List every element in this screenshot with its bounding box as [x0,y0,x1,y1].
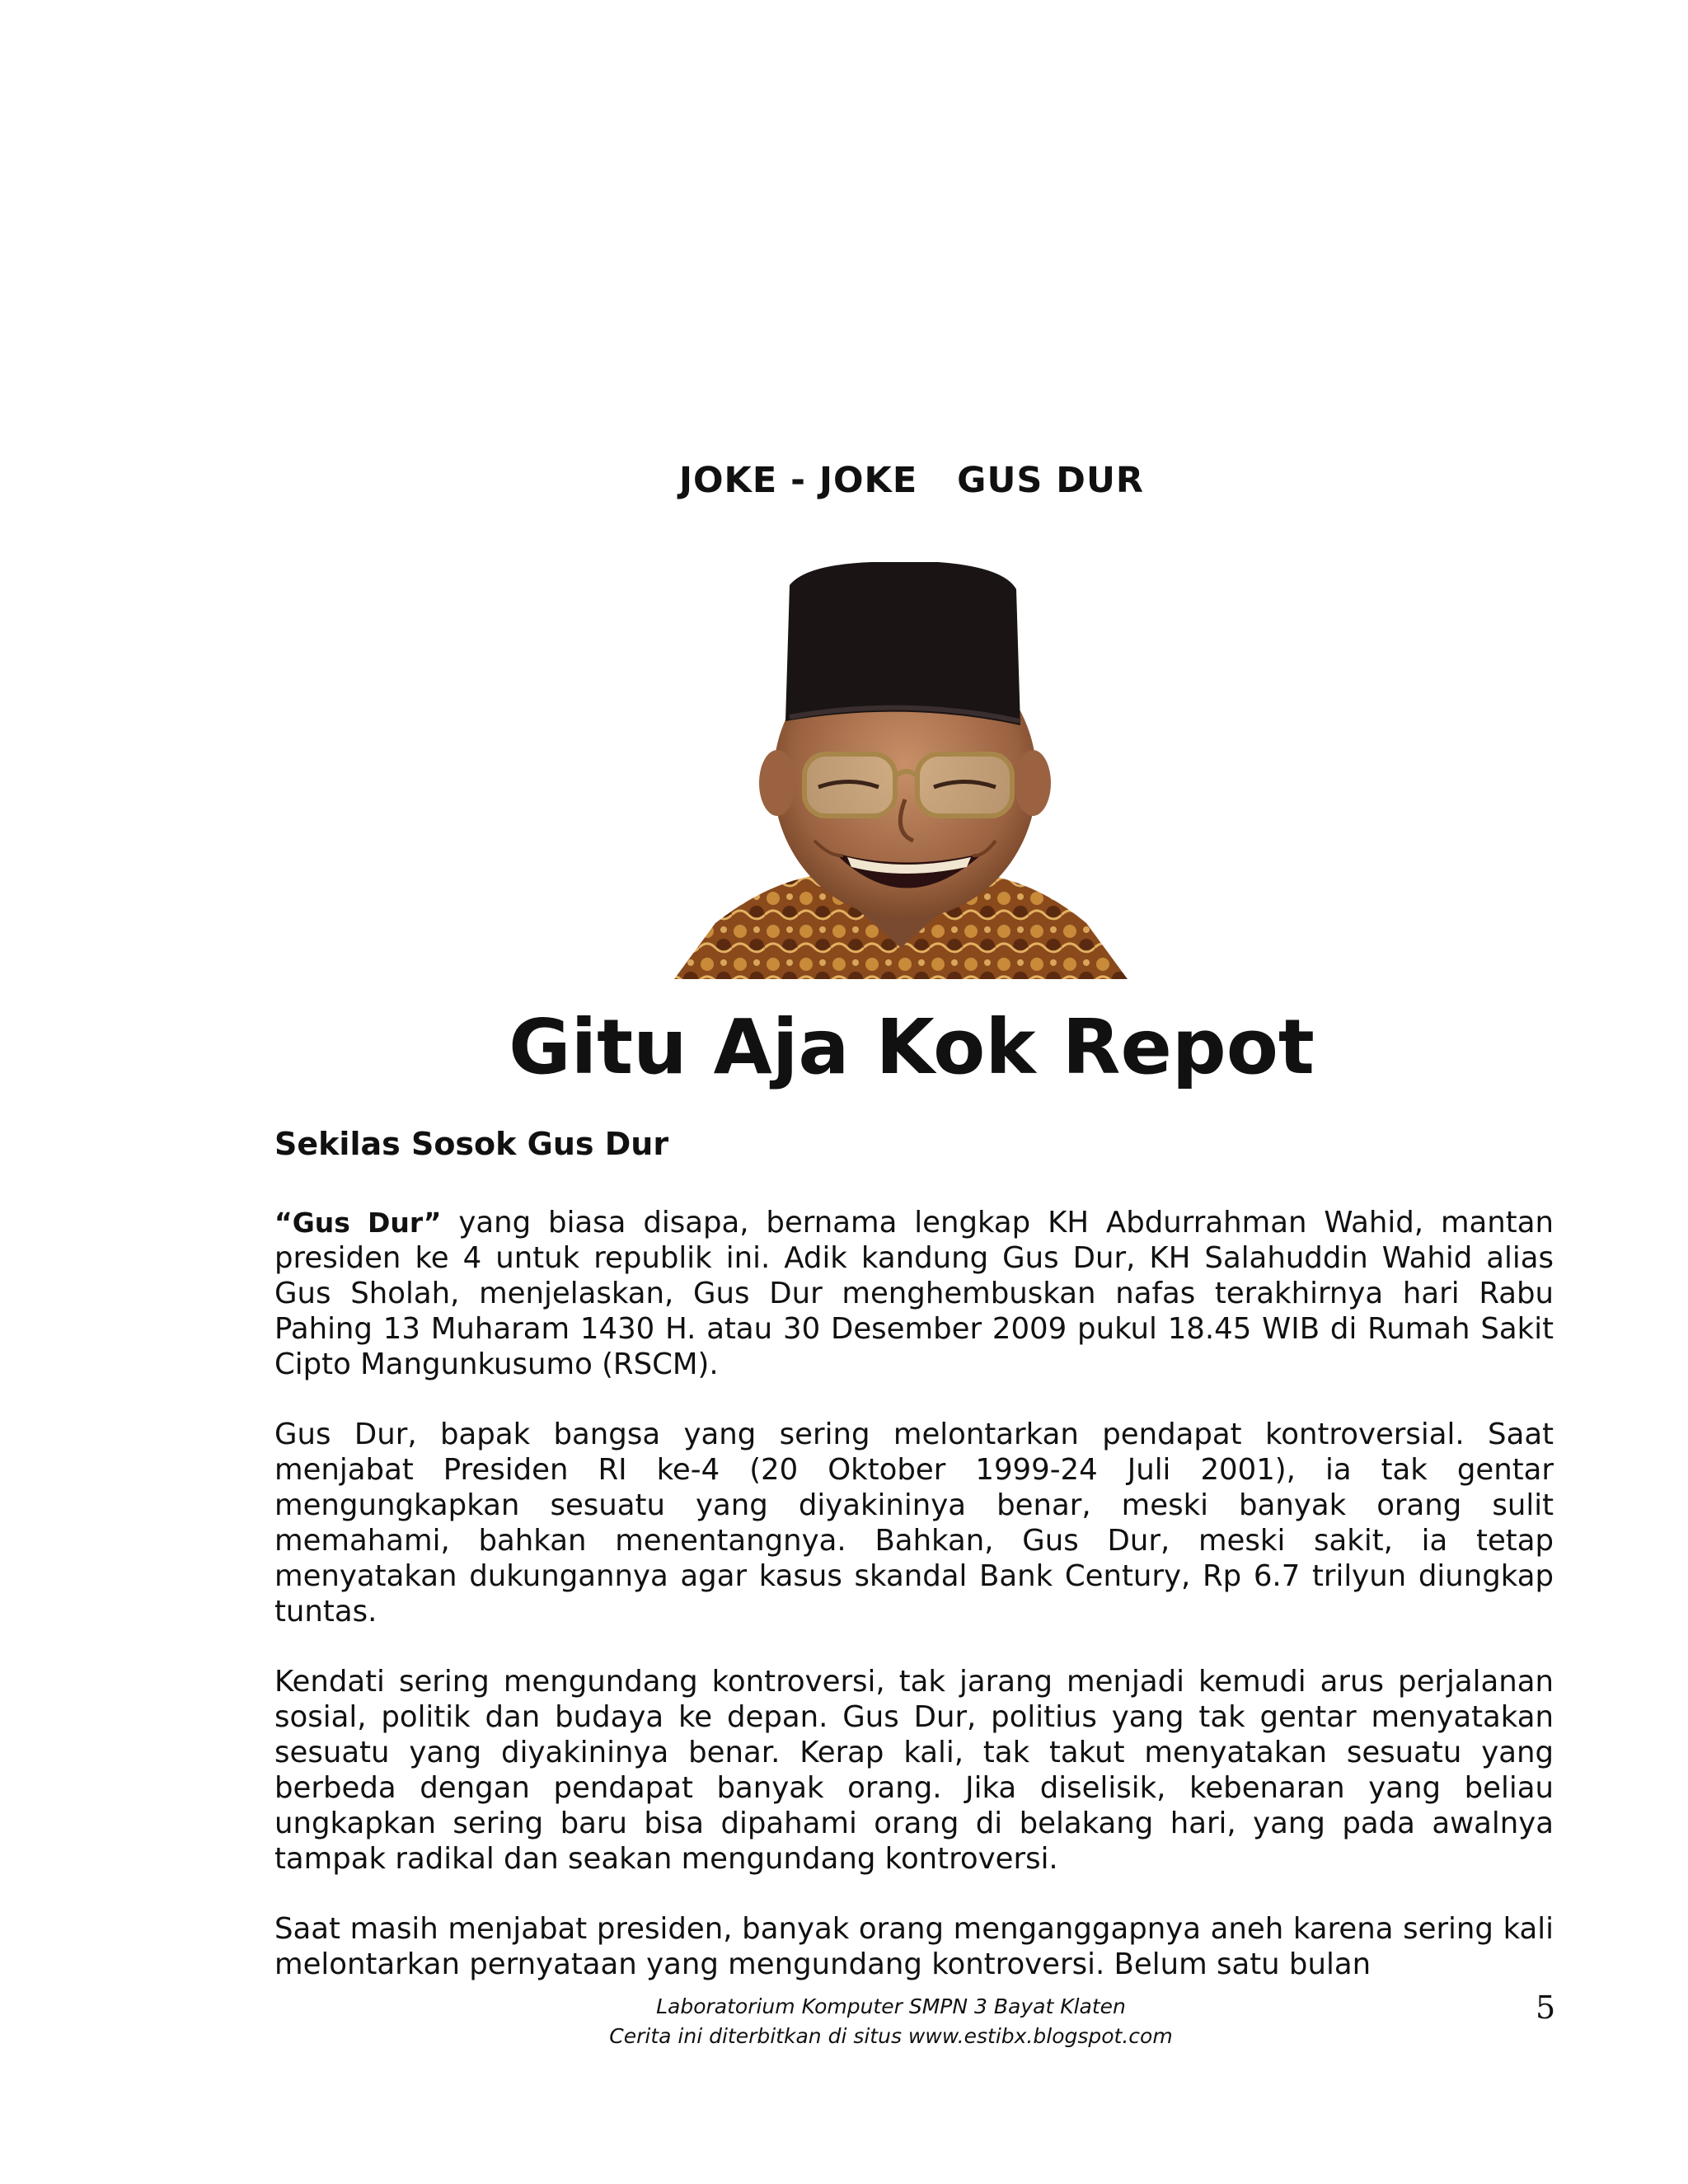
paragraph-2: Gus Dur, bapak bangsa yang sering melontarkan pendapat kontroversial. Saat menjabat Presiden RI ke-4 (20 Oktober 1999-24 Juli 2001), ia tak gentar mengungkapkan sesuatu yang diyakininya benar, meski banyak orang sulit memahami, bahkan menentangnya. Bahkan, Gus Dur, meski sakit, ia tetap menyatakan dukungannya agar kasus skandal Bank Century, Rp 6.7 trilyun diungkap tuntas. [274,1418,1554,1629]
paragraph-1-text: yang biasa disapa, bernama lengkap KH Abdurrahman Wahid, mantan presiden ke 4 untuk republik ini. Adik kandung Gus Dur, KH Salahuddin Wahid alias Gus Sholah, menjelaskan, Gus Dur menghembuskan nafas terakhirnya hari Rabu Pahing 13 Muharam 1430 H. atau 30 Desember 2009 pukul 18.45 WIB di Rumah Sakit Cipto Mangunkusumo (RSCM). [274,1206,1554,1381]
paragraph-3: Kendati sering mengundang kontroversi, tak jarang menjadi kemudi arus perjalanan sosial, politik dan budaya ke depan. Gus Dur, politius yang tak gentar menyatakan sesuatu yang diyakininya benar. Kerap kali, tak takut menyatakan sesuatu yang berbeda dengan pendapat banyak orang. Jika diselisik, kebenaran yang beliau ungkapkan sering baru bisa dipahami orang di belakang hari, yang pada awalnya tampak radikal dan seakan mengundang kontroversi. [274,1665,1554,1876]
footer-site-note: Cerita ini diterbitkan di situs www.estibx.blogspot.com [609,2024,1173,2048]
portrait-photo [666,560,1136,979]
footer-lab-name: Laboratorium Komputer SMPN 3 Bayat Klaten [656,1994,1126,2018]
article-title: Gitu Aja Kok Repot [509,1003,1315,1091]
series-title: JOKE - JOKE GUS DUR [678,460,1145,501]
lead-name: “Gus Dur” [274,1207,442,1239]
paragraph-1 [274,1205,1554,1382]
article-body [274,1205,1554,2017]
section-heading: Sekilas Sosok Gus Dur [274,1126,669,1162]
paragraph-4: Saat masih menjabat presiden, banyak orang menganggapnya aneh karena sering kali melontarkan pernyataan yang mengundang kontroversi. Belum satu bulan [274,1912,1554,1981]
page-number: 5 [1536,1990,1556,2026]
